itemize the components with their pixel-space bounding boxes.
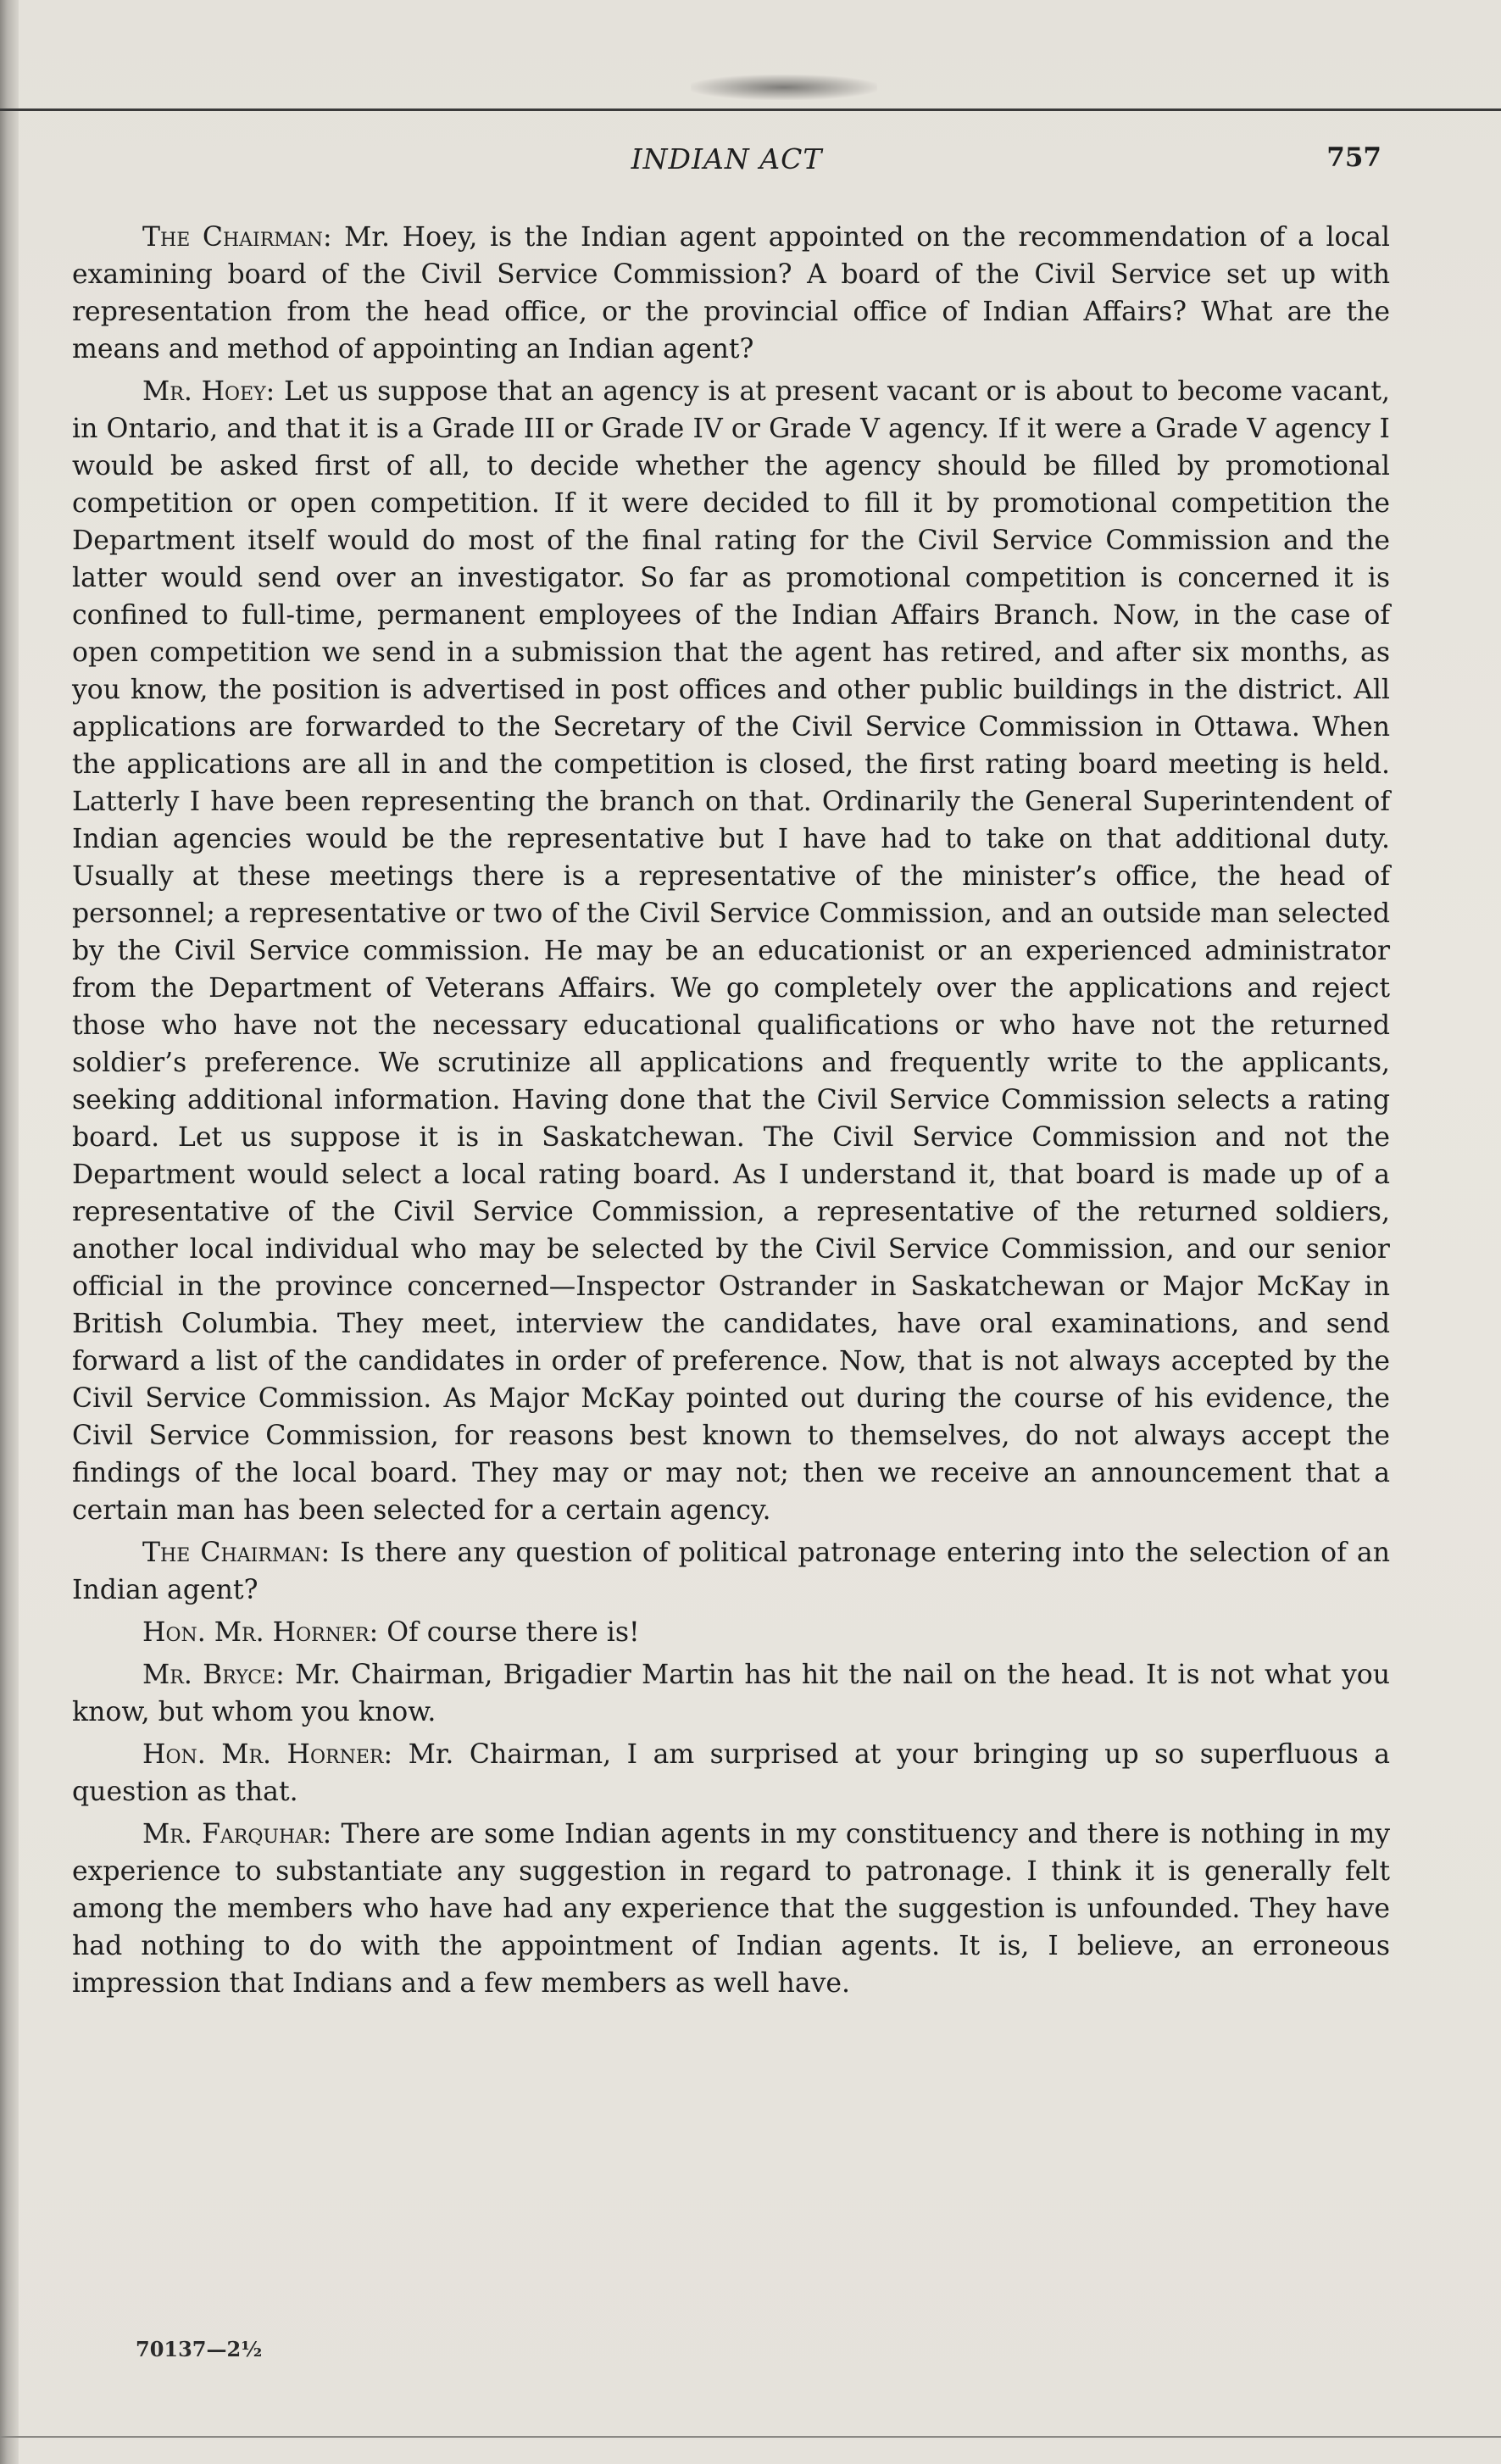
ink-smudge — [691, 75, 877, 100]
printer-code: 70137—2½ — [136, 2337, 263, 2361]
paragraph-text: Of course there is! — [378, 1617, 640, 1648]
running-head-title: INDIAN ACT — [631, 142, 823, 175]
paragraph — [72, 219, 1390, 368]
speaker-name: Hon. Mr. Horner: — [142, 1739, 393, 1770]
paragraph-text: Let us suppose that an agency is at present vacant or is about to become vacant, in Ontario, and that it is a Grade III or Grade IV or Grade V agency. If it were a Grade V agency I would be asked first of all, to decide whether the agency should be filled by promotional competition or open competition. If it were decided to fill it by promotional competition the Department itself would do most of the final rating for the Civil Service Commission and the latter would send over an investigator. So far as promotional competition is concerned it is confined to full-time, permanent employees of the Indian Affairs Branch. Now, in the case of open competition we send in a submission that the agent has retired, and after six months, as you know, the position is advertised in post offices and other public buildings in the district. All applications are forwarded to the Secretary of the Civil Service Commission in Ottawa. When the applications are all in and the competition is closed, the first rating board meeting is held. Latterly I have been representing the branch on that. Ordinarily the General Superintendent of Indian agencies would be the representative but I have had to take on that additional duty. Usually at these meetings there is a representative of the minister’s office, the head of personnel; a representative or two of the Civil Service Commission, and an outside man selected by the Civil Service commission. He may be an educationist or an experienced administrator from the Department of Veterans Affairs. We go completely over the applications and reject those who have not the necessary educational qualifications or who have not the returned soldier’s preference. We scrutinize all applications and frequently write to the applicants, seeking additional information. Having done that the Civil Service Commission selects a rating board. Let us suppose it is in Saskatchewan. The Civil Service Commission and not the Department would select a local rating board. As I understand it, that board is made up of a representative of the Civil Service Commission, a representative of the returned soldiers, another local individual who may be selected by the Civil Service Commission, and our senior official in the province concerned—Inspector Ostrander in Saskatchewan or Major McKay in British Columbia. They meet, interview the candidates, have oral examinations, and send forward a list of the candidates in order of preference. Now, that is not always accepted by the Civil Service Commission. As Major McKay pointed out during the course of his evidence, the Civil Service Commission, for reasons best known to themselves, do not always accept the findings of the local board. They may or may not; then we receive an announcement that a certain man has been selected for a certain agency. — [72, 376, 1390, 1526]
paragraph-text: Mr. Hoey, is the Indian agent appointed on the recommendation of a local examining board of the Civil Service Commission? A board of the Civil Service set up with representation from the head office, or the provincial office of Indian Affairs? What are the means and method of appointing an Indian agent? — [72, 222, 1390, 364]
paragraph — [72, 1736, 1390, 1810]
paragraph — [72, 1614, 1390, 1651]
speaker-name: Mr. Farquhar: — [142, 1819, 332, 1849]
speaker-name: Mr. Hoey: — [142, 376, 275, 407]
paragraph — [72, 1534, 1390, 1609]
paragraph-text: Mr. Chairman, Brigadier Martin has hit the nail on the head. It is not what you know, but whom you know. — [72, 1660, 1390, 1727]
binding-shadow — [0, 0, 19, 2464]
paragraph — [72, 1656, 1390, 1731]
body-text — [72, 219, 1390, 2007]
running-head — [72, 142, 1381, 185]
paragraph — [72, 1816, 1390, 2002]
speaker-name: The Chairman: — [142, 222, 332, 253]
paragraph — [72, 373, 1390, 1529]
page-number: 757 — [1326, 142, 1381, 173]
paragraph-text: There are some Indian agents in my constituency and there is nothing in my experience to substantiate any suggestion in regard to patronage. I think it is generally felt among the members who have had any experience that the suggestion is unfounded. They have had nothing to do with the appointment of Indian agents. It is, I believe, an erroneous impression that Indians and a few members as well have. — [72, 1819, 1390, 1999]
paragraph-text: Mr. Chairman, I am surprised at your bringing up so superfluous a question as that. — [72, 1739, 1390, 1807]
top-rule — [0, 108, 1501, 111]
bottom-rule — [0, 2436, 1501, 2438]
speaker-name: Mr. Bryce: — [142, 1660, 285, 1690]
paragraph-text: Is there any question of political patronage entering into the selection of an Indian agent? — [72, 1538, 1390, 1605]
speaker-name: Hon. Mr. Horner: — [142, 1617, 379, 1648]
speaker-name: The Chairman: — [142, 1538, 331, 1568]
